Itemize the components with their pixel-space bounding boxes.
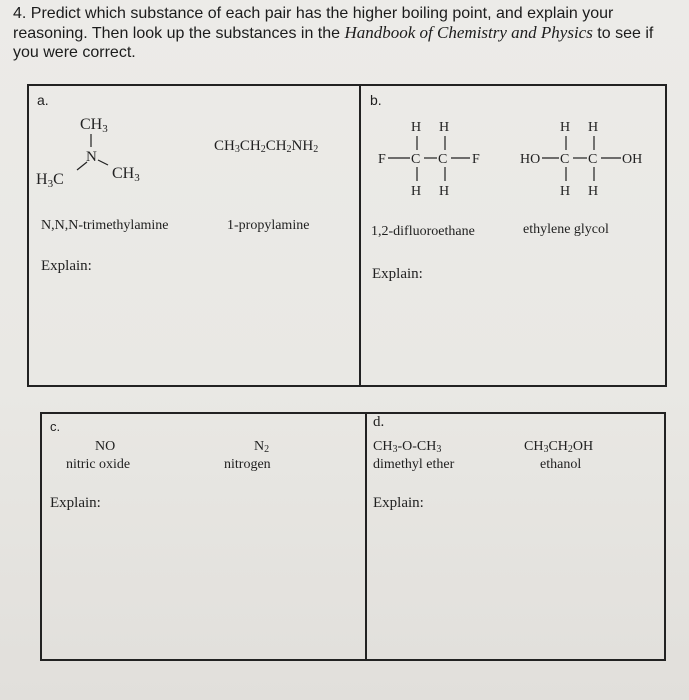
propylamine-name: 1-propylamine (227, 218, 310, 233)
ethanol-formula: $CH_3CH_2OH$ (524, 439, 594, 455)
hydroxyl-left: HO (520, 152, 541, 167)
table-bottom-divider (365, 412, 367, 661)
h-top-left: H (560, 120, 571, 135)
h-bottom-right: H (439, 184, 450, 199)
part-a-explain-label: Explain: (41, 258, 92, 274)
question-body: Predict which substance of each pair has the higher boiling point, and explain your reasoning. Then look up the substances in the (13, 5, 614, 42)
ethylene-glycol-name: ethylene glycol (523, 222, 609, 237)
table-top-left-border (27, 84, 29, 387)
question-number: 4. (13, 5, 27, 22)
propylamine-formula: $CH_3CH_2CH_2NH_2$ (214, 138, 319, 155)
table-bottom-left-border (40, 412, 42, 661)
nitrogen-name: nitrogen (224, 457, 271, 472)
h-top-right: H (588, 120, 599, 135)
part-b-label: b. (370, 92, 382, 108)
table-top-divider (359, 84, 361, 387)
carbon-2: C (438, 152, 448, 167)
bond-n-ch3 (98, 160, 108, 165)
handbook-title: Handbook of Chemistry and Physics (344, 23, 593, 42)
carbon-2: C (588, 152, 598, 167)
trimethylamine-structure (30, 110, 170, 190)
part-c-label: c. (50, 419, 61, 434)
h-bottom-left: H (560, 184, 571, 199)
dimethyl-ether-formula: $CH_3-O-CH_3$ (373, 439, 442, 455)
nitric-oxide-formula: NO (95, 439, 116, 454)
ch3-right-label: CH3 (112, 165, 140, 184)
ethylene-glycol-structure (518, 114, 668, 200)
table-bottom-bottom-border (40, 659, 666, 661)
nitric-oxide-name: nitric oxide (66, 457, 131, 472)
h-bottom-left: H (411, 184, 422, 199)
carbon-1: C (560, 152, 570, 167)
h3c-label: H3C (36, 171, 64, 190)
carbon-1: C (411, 152, 421, 167)
difluoroethane-structure (375, 114, 495, 200)
question-body-end: to see if you were correct. (13, 25, 654, 61)
part-d-explain-label: Explain: (373, 495, 424, 511)
part-a-label: a. (37, 92, 49, 108)
dimethyl-ether-name: dimethyl ether (373, 457, 455, 472)
table-bottom-right-border (664, 412, 666, 661)
ch3-top-label: CH3 (80, 116, 108, 135)
part-c-explain-label: Explain: (50, 495, 101, 511)
h-top-left: H (411, 120, 422, 135)
table-top-border (27, 84, 667, 86)
hydroxyl-right: OH (622, 152, 643, 167)
h-bottom-right: H (588, 184, 599, 199)
h-top-right: H (439, 120, 450, 135)
difluoroethane-name: 1,2-difluoroethane (371, 224, 475, 239)
ethanol-name: ethanol (540, 457, 582, 472)
bond-n-h3c (77, 162, 87, 170)
fluorine-right: F (472, 152, 480, 167)
question-text (13, 4, 663, 62)
part-d-label: d. (373, 414, 385, 430)
nitrogen-formula: $N_2$ (254, 439, 270, 455)
part-b-explain-label: Explain: (372, 266, 423, 282)
fluorine-left: F (378, 152, 386, 167)
table-top-bottom-border (27, 385, 667, 387)
table-bottom-top-border (40, 412, 666, 414)
trimethylamine-name: N,N,N-trimethylamine (41, 218, 169, 233)
nitrogen-label: N (86, 149, 97, 165)
